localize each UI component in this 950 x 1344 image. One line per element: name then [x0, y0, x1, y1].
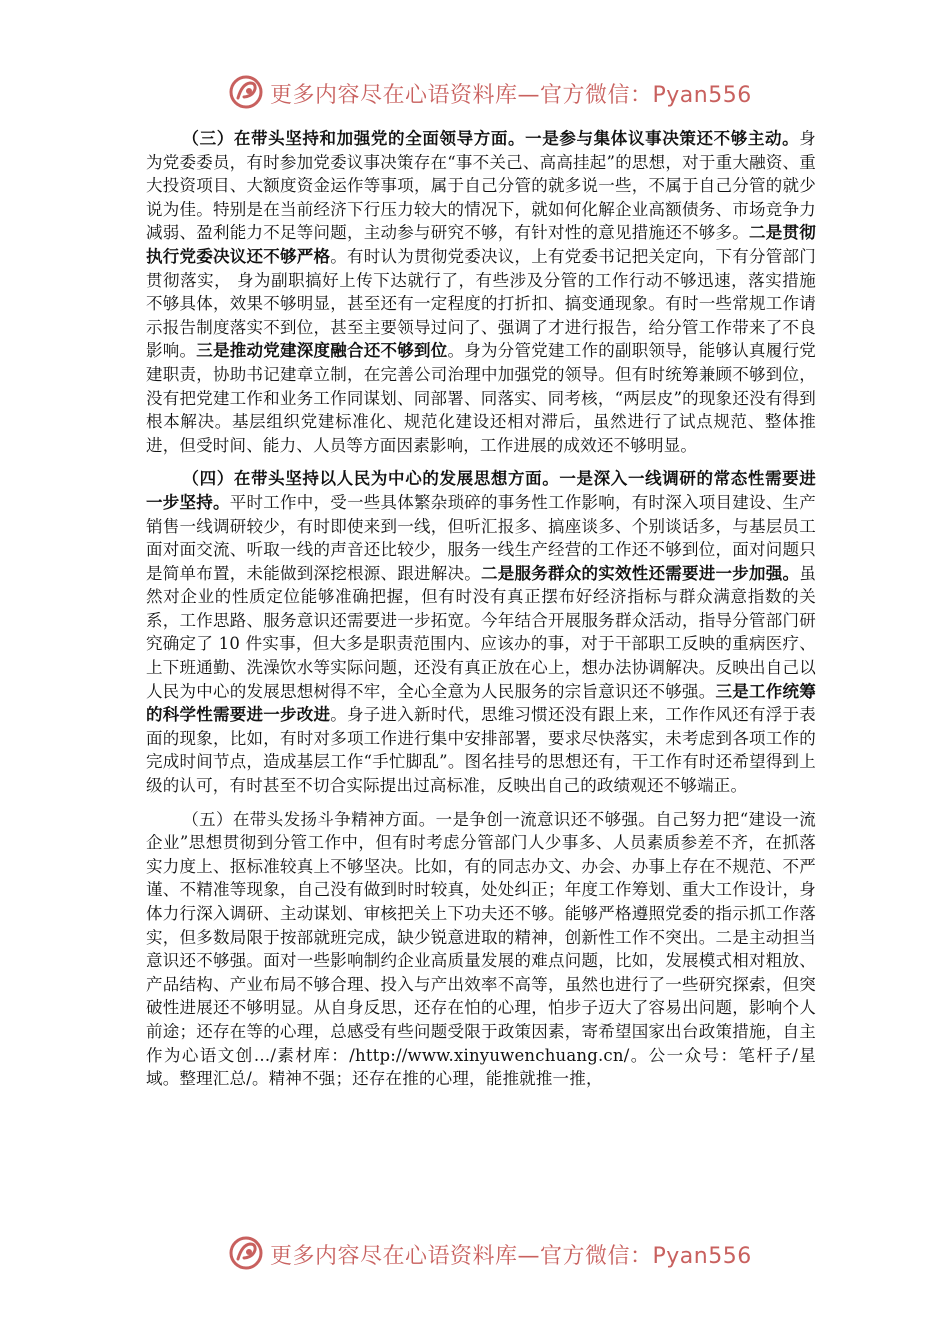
header-banner [0, 72, 950, 112]
footer-banner [0, 1233, 950, 1273]
bold-heading-run: 三是工作统筹的科学性需要进一步改进 [146, 681, 816, 725]
body-text-run: 身为党委委员，有时参加党委议事决策存在“事不关己、高高挂起”的思想，对于重大融资、重大投资项目、大额度资金运作等事项，属于自己分管的就多说一些，不属于自己分管的就少说为佳。特别是在当前经济下行压力较大的情况下，就如何化解企业高额债务、市场竞争力减弱、盈利能力不足等问题，主动参与研究不够，有针对性的意见措施还不够多。 [146, 129, 816, 243]
body-text-run: 虽然对企业的性质定位能够准确把握，但有时没有真正摆布好经济指标与群众满意指数的关系，工作思路、服务意识还需要进一步拓宽。今年结合开展服务群众活动，指导分管部门研究确定了 10 件实事，但大多是职责范围内、应该办的事，对于干部职工反映的重病医疗、上下班通勤、洗澡饮水等实际问题，还没有真正放在心上，想办法协调解决。反映出自己以人民为中心的发展思想树得不牢，全心全意为人民服务的宗旨意识还不够强。 [146, 563, 817, 701]
bold-heading-run: 三是推动党建深度融合还不够到位 [196, 341, 448, 361]
body-text-run: （五）在带头发扬斗争精神方面。一是争创一流意识还不够强。自己努力把“建设一流企业”思想贯彻到分管工作中，但有时考虑分管部门人少事多、人员素质参差不齐，在抓落实力度上、抠标准较真上不够坚决。比如，有的同志办文、办会、办事上存在不规范、不严谨、不精准等现象，自己没有做到时时较真，处处纠正；年度工作筹划、重大工作设计，身体力行深入调研、主动谋划、审核把关上下功夫还不够。能够严格遵照党委的指示抓工作落实，但多数局限于按部就班完成，缺少锐意进取的精神，创新性工作不突出。二是主动担当意识还不够强。面对一些影响制约企业高质量发展的难点问题，比如，发展模式相对粗放、产品结构、产业布局不够合理、投入与产出效率不高等，虽然也进行了一些研究探索，但突破性进展还不够明显。从自身反思，还存在怕的心理，怕步子迈大了容易出问题，影响个人前途；还存在等的心理，总感受有些问题受限于政策因素，寄希望国家出台政策措施，自主作为心语文创…/素材库：/http://www.xinyuwenchuang.cn/。公一众号：笔杆子/星域。整理汇总/。精神不强；还存在推的心理，能推就推一推， [146, 809, 816, 1089]
body-text-run: 。身为分管党建工作的副职领导，能够认真履行党建职责，协助书记建章立制，在完善公司治理中加强党的领导。但有时统筹兼顾不够到位，没有把党建工作和业务工作同谋划、同部署、同落实、同考核，“两层皮”的现象还没有得到根本解决。基层组织党建标准化、规范化建设还相对滞后，虽然进行了试点规范、整体推进，但受时间、能力、人员等方面因素影响，工作进展的成效还不够明显。 [146, 341, 816, 455]
banner-text: 更多内容尽在心语资料库—官方微信：Pyan556 [270, 83, 752, 108]
bold-heading-run: 二是服务群众的实效性还需要进一步加强。 [481, 563, 800, 583]
paragraph-5 [146, 808, 816, 1091]
body-text-run: 。有时认为贯彻党委决议，上有党委书记把关定向，下有分管部门贯彻落实， 身为副职搞好上传下达就行了，有些涉及分管的工作行动不够迅速，落实措施不够具体，效果不够明显，甚至还有一定程度的打折扣、搞变通现象。有时一些常规工作请示报告制度落实不到位，甚至主要领导过问了、强调了才进行报告，给分管工作带来了不良影响。 [146, 246, 816, 361]
logo-icon [228, 74, 264, 110]
bold-heading-run: （四）在带头坚持以人民为中心的发展思想方面。一是深入一线调研的常态性需要进一步坚持。 [146, 469, 816, 512]
paragraph-4 [146, 467, 816, 797]
paragraph-3 [146, 127, 816, 457]
body-text-run: 平时工作中，受一些具体繁杂琐碎的事务性工作影响，有时深入项目建设、生产销售一线调研较少，有时即使来到一线，但听汇报多、搞座谈多、个别谈话多，与基层员工面对面交流、听取一线的声音还比较少，服务一线生产经营的工作还不够到位，面对问题只是简单布置，未能做到深挖根源、跟进解决。 [146, 492, 817, 583]
bold-heading-run: （三）在带头坚持和加强党的全面领导方面。一是参与集体议事决策还不够主动。 [182, 129, 800, 148]
logo-icon [228, 1235, 264, 1271]
body-text-run: 。身子进入新时代，思维习惯还没有跟上来，工作作风还有浮于表面的现象，比如，有时对多项工作进行集中安排部署，要求尽快落实，未考虑到各项工作的完成时间节点，造成基层工作“手忙脚乱”。图名挂号的思想还有，干工作有时还希望得到上级的认可，有时甚至不切合实际提出过高标准，反映出自己的政绩观还不够端正。 [146, 705, 816, 796]
document-body [146, 127, 816, 1091]
bold-heading-run: 二是贯彻执行党委决议还不够严格 [146, 223, 816, 266]
banner-text: 更多内容尽在心语资料库—官方微信：Pyan556 [270, 1244, 752, 1269]
